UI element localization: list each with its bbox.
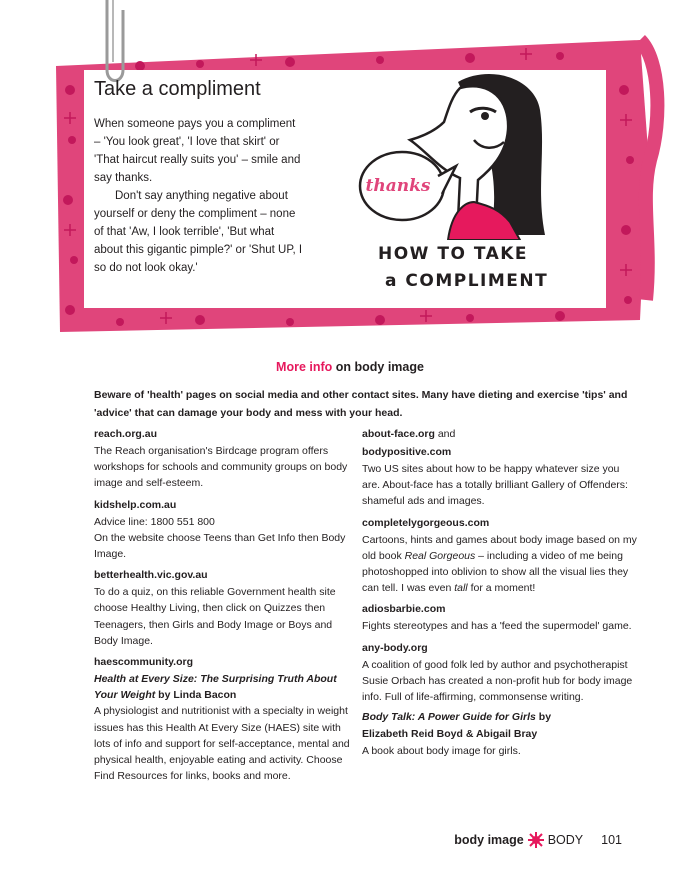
- emphasis: tall: [454, 582, 468, 595]
- site-description: A coalition of good folk led by author and psychotherapist Susie Orbach has created a non-profit hub for body image info. Full of life-affirming, commonsense writing.: [362, 658, 633, 704]
- resource-entry: [362, 639, 637, 706]
- site-description: The Reach organisation's Birdcage program offers workshops for schools and community groups on body image and self-esteem.: [94, 445, 348, 490]
- site-description: A physiologist and nutritionist with a specialty in weight issues has this Health At Every Size (HAES) site with lots of info and support for self-acceptance, mental and physical health, enjoyable eating and activity. Choose Find Resources for links, books and more.: [94, 705, 350, 783]
- site-description: Two US sites about how to be happy whatever size you are. About-face has a totally brilliant Gallery of Offenders: shameful ads and images.: [362, 463, 628, 508]
- section-title-highlight: More info: [276, 360, 333, 374]
- speech-bubble-text: thanks: [365, 176, 431, 196]
- illustration-caption-line2: a COMPLIMENT: [385, 271, 549, 291]
- resource-entry: [94, 566, 352, 649]
- paperclip-icon: [99, 0, 129, 90]
- site-name: about-face.org: [362, 428, 435, 440]
- resource-entry: [94, 425, 352, 492]
- book-author: by Linda Bacon: [155, 689, 237, 702]
- section-title: [0, 360, 700, 374]
- site-description: Fights stereotypes and has a 'feed the supermodel' game.: [362, 620, 632, 633]
- advice-line: Advice line: 1800 551 800: [94, 515, 215, 528]
- girl-illustration: [340, 70, 570, 240]
- book-title: Real Gorgeous: [404, 549, 476, 562]
- box-paragraph: Don't say anything negative about yourself or deny the compliment – none of that 'Aw, I look terrible', 'But what about this gigantic pimple?' or 'Shut UP, I so do not look okay.': [94, 190, 303, 274]
- burst-icon: [528, 832, 544, 848]
- page-number: 101: [601, 833, 622, 847]
- left-column: [94, 425, 352, 788]
- resource-entry: [362, 600, 637, 634]
- desc-part: Cartoons, hints and games about body image based on my old book: [362, 533, 637, 562]
- book-title: Health at Every Size: The Surprising Truth About Your Weight: [94, 673, 337, 702]
- right-column: [362, 425, 637, 764]
- book-title: Body Talk: A Power Guide for Girls: [362, 711, 536, 724]
- warning-text: Beware of 'health' pages on social media and other contact sites. Many have dieting and exercise 'tips' and 'advice' that can damage your body and mess with your head.: [94, 389, 628, 419]
- resource-entry: [362, 709, 637, 759]
- resource-entry: [362, 514, 637, 597]
- site-description: A book about body image for girls.: [362, 745, 521, 758]
- section-title-rest: on body image: [332, 360, 424, 374]
- site-name: adiosbarbie.com: [362, 603, 446, 616]
- footer-book: BODY: [547, 833, 584, 847]
- site-name: completelygorgeous.com: [362, 516, 490, 529]
- book-title-line: [94, 671, 352, 703]
- box-paragraph: When someone pays you a compliment – 'You look great', 'I love that skirt' or 'That haircut really suits you' – smile and say thanks.: [94, 118, 301, 184]
- resource-entry: [94, 653, 352, 784]
- footer-section: body image: [454, 833, 524, 847]
- box-title: Take a compliment: [94, 78, 261, 100]
- site-name: bodypositive.com: [362, 446, 452, 458]
- site-name: kidshelp.com.au: [94, 498, 177, 511]
- resource-entry: [362, 425, 637, 510]
- box-body: [94, 115, 304, 277]
- site-description: To do a quiz, on this reliable Government health site choose Healthy Living, then click on Quizzes then Teenagers, then Girls and Body Image or Boys and Body Image.: [94, 586, 336, 647]
- book-title-line: [362, 709, 637, 725]
- site-name: any-body.org: [362, 641, 428, 654]
- resource-entry: [94, 496, 352, 563]
- site-description: On the website choose Teens than Get Info then Body Image.: [94, 531, 346, 561]
- site-name: reach.org.au: [94, 428, 158, 440]
- site-name: betterhealth.vic.gov.au: [94, 569, 208, 582]
- site-description: [362, 532, 637, 597]
- book-authors: Elizabeth Reid Boyd & Abigail Bray: [362, 728, 538, 741]
- illustration-caption-line1: HOW TO TAKE: [378, 244, 529, 264]
- site-name: haescommunity.org: [94, 656, 193, 669]
- desc-part: – including a video of me being photoshopped into oblivion to show all the visual lies they can tell. I was even: [362, 549, 629, 595]
- site-conjunction: and: [434, 428, 456, 440]
- book-by: by: [535, 711, 552, 724]
- desc-part: for a moment!: [467, 582, 536, 595]
- site-name-line: [362, 425, 637, 443]
- page-footer: [454, 832, 622, 848]
